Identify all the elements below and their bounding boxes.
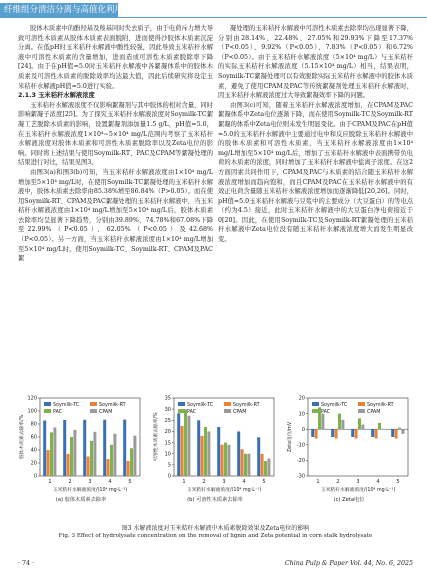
bar-cpam bbox=[73, 430, 76, 476]
bar-soymilk-rt bbox=[47, 450, 50, 476]
legend-label: Soymilk-TC bbox=[321, 402, 348, 408]
left-column bbox=[18, 24, 213, 264]
x-tick-label: 1 bbox=[316, 479, 320, 485]
x-axis-label: 玉米秸秆水解液浓度/(10⁴ mg·L⁻¹) bbox=[320, 488, 396, 493]
legend-label: PAC bbox=[187, 409, 197, 415]
bar-soymilk-rt bbox=[335, 429, 338, 438]
subcaption-c: (c) Zeta电位 bbox=[333, 497, 365, 503]
paragraph: 玉米秸秆水解液浓度不仅影响絮凝剂与其中胶体的相对含量，同时影响絮凝子浓度[25]。为了探究玉米秸秆水解液浓度对Soymilk-TC絮凝工艺脱除木质素的影响，设置絮凝剂添加量1.5 g/L，pH值=5.0，在玉米秸秆水解液浓度1×10⁴~5×10⁴ mg/L范围内考察了玉米秸秆水解液浓度对胶体木质素和可溶性木质素脱除率以及Zeta电位的影响。同时将上述结果与使用Soymilk-RT、PAC及CPAM等絮凝处理的结果进行对比，结果见图3。 bbox=[18, 101, 213, 167]
bar-soymilk-rt bbox=[127, 461, 130, 476]
header-rule bbox=[0, 17, 427, 18]
x-tick-label: 2 bbox=[202, 479, 206, 485]
legend-label: Soymilk-RT bbox=[367, 402, 394, 408]
x-tick-label: 3 bbox=[222, 479, 226, 485]
bar-soymilk-rt bbox=[241, 449, 244, 476]
bar-cpam bbox=[341, 420, 344, 429]
bar-pac bbox=[204, 427, 207, 476]
legend-swatch bbox=[44, 409, 51, 413]
bar-soymilk-tc bbox=[257, 437, 260, 476]
subcaption-b: (b) 可溶性木质素去除率 bbox=[187, 497, 243, 503]
figure-3 bbox=[18, 392, 413, 517]
right-column bbox=[218, 24, 413, 245]
bar-soymilk-tc bbox=[371, 429, 374, 437]
bar-soymilk-tc bbox=[237, 431, 240, 476]
bar-cpam bbox=[321, 414, 324, 430]
bar-soymilk-tc bbox=[217, 427, 220, 476]
chart-b bbox=[152, 392, 278, 496]
y-tick-label: 60 bbox=[30, 434, 37, 441]
legend-label: CPAM bbox=[367, 409, 381, 415]
y-tick-label: 0 bbox=[301, 426, 305, 433]
bar-cpam bbox=[227, 445, 230, 476]
bar-soymilk-rt bbox=[201, 436, 204, 476]
y-tick-label: 25 bbox=[164, 417, 171, 424]
bar-pac bbox=[130, 448, 133, 476]
legend-label: Soymilk-RT bbox=[99, 402, 126, 408]
y-tick-label: 40 bbox=[30, 447, 37, 454]
legend-label: PAC bbox=[53, 409, 63, 415]
legend-label: CPAM bbox=[233, 409, 247, 415]
bar-soymilk-tc bbox=[197, 420, 200, 476]
header-title: 纤维组分清洁分离与高值化利用 bbox=[4, 5, 124, 15]
bar-pac bbox=[224, 443, 227, 476]
bar-cpam bbox=[133, 436, 136, 476]
x-axis-label: 玉米秸秆水解液浓度/(10⁴ mg·L⁻¹) bbox=[186, 488, 262, 493]
bar-cpam bbox=[93, 432, 96, 476]
legend-swatch bbox=[178, 409, 185, 413]
x-tick-label: 1 bbox=[48, 479, 52, 485]
bar-soymilk-rt bbox=[67, 454, 70, 476]
x-tick-label: 4 bbox=[242, 479, 246, 485]
bar-soymilk-tc bbox=[177, 413, 180, 476]
bar-soymilk-tc bbox=[83, 420, 86, 476]
legend-swatch bbox=[44, 402, 51, 406]
bar-cpam bbox=[267, 459, 270, 476]
bar-pac bbox=[50, 432, 53, 476]
x-axis-label: 玉米秸秆水解液浓度/(10⁴ mg·L⁻¹) bbox=[52, 488, 128, 493]
bar-soymilk-tc bbox=[311, 429, 314, 437]
bar-cpam bbox=[53, 427, 56, 476]
bar-soymilk-rt bbox=[355, 429, 358, 438]
section-heading: 2.1.3 玉米秸秆水解液浓度 bbox=[18, 92, 95, 100]
bar-soymilk-rt bbox=[221, 445, 224, 476]
bar-soymilk-rt bbox=[375, 429, 378, 438]
legend-swatch bbox=[358, 402, 365, 406]
bar-soymilk-rt bbox=[181, 426, 184, 476]
bar-pac bbox=[264, 461, 267, 476]
x-tick-label: 2 bbox=[336, 479, 340, 485]
figure-caption-en: Fig. 3 Effect of hydrolysate concentration on the removal of lignin and Zeta potential in corn stalk hydrolysate bbox=[58, 533, 373, 539]
chart-panel-a bbox=[18, 392, 144, 502]
running-header bbox=[0, 0, 427, 22]
chart-panel-b bbox=[152, 392, 278, 502]
legend-label: CPAM bbox=[99, 409, 113, 415]
bar-pac bbox=[70, 437, 73, 476]
legend-swatch bbox=[178, 402, 185, 406]
y-tick-label: 120 bbox=[27, 395, 37, 402]
legend-swatch bbox=[312, 402, 319, 406]
legend-swatch bbox=[224, 402, 231, 406]
y-tick-label: -10 bbox=[296, 442, 305, 449]
bar-pac bbox=[338, 414, 341, 430]
y-tick-label: 10 bbox=[164, 451, 171, 458]
legend-label: PAC bbox=[321, 409, 331, 415]
x-tick-label: 3 bbox=[88, 479, 92, 485]
bar-pac bbox=[378, 423, 381, 429]
y-tick-label: 80 bbox=[30, 421, 37, 428]
bar-soymilk-rt bbox=[261, 454, 264, 476]
bar-cpam bbox=[113, 434, 116, 476]
chart-c bbox=[286, 392, 412, 496]
y-tick-label: 0 bbox=[33, 473, 37, 480]
y-tick-label: 10 bbox=[298, 411, 305, 418]
x-tick-label: 5 bbox=[262, 479, 266, 485]
paragraph: 胶体木质素中的酚羟基及羧基同时失去质子，由于电荷斥力增大导致可溶性木质素从胶体木质素表面脱附，进而使得沙胶体木质素沉淀分离。在低pH时玉米秸秆水解液中酸性较强，因此导致玉米秸秆水解液中可溶性木质素的含量增加，进而造成可溶性木质素脱除率下降[24]。由于在pH值=5.0时玉米秸秆水解液中各絮凝体系中的胶体木质素及可溶性木质素的脱除效率均达最大值，因此后续研究将设定玉米秸秆水解液pH值=5.0进行实验。 bbox=[18, 25, 213, 90]
bar-soymilk-tc bbox=[63, 420, 66, 476]
legend-label: Soymilk-RT bbox=[233, 402, 260, 408]
bar-soymilk-tc bbox=[331, 429, 334, 437]
bar-soymilk-tc bbox=[103, 420, 106, 476]
legend-swatch bbox=[312, 409, 319, 413]
bar-cpam bbox=[401, 429, 404, 434]
y-axis-label: 胶体木质素去除率/% bbox=[20, 414, 25, 460]
x-tick-label: 5 bbox=[396, 479, 400, 485]
y-axis-label: Zeta电位/mV bbox=[288, 421, 293, 453]
bar-soymilk-tc bbox=[391, 429, 394, 437]
bar-soymilk-rt bbox=[107, 459, 110, 476]
legend-swatch bbox=[90, 402, 97, 406]
bar-soymilk-tc bbox=[123, 420, 126, 476]
y-tick-label: 20 bbox=[298, 395, 305, 402]
y-tick-label: -20 bbox=[296, 458, 305, 465]
y-tick-label: 0 bbox=[167, 473, 171, 480]
legend-swatch bbox=[90, 409, 97, 413]
x-tick-label: 2 bbox=[68, 479, 72, 485]
x-tick-label: 4 bbox=[376, 479, 380, 485]
chart-panel-c bbox=[286, 392, 412, 502]
y-tick-label: 35 bbox=[164, 395, 171, 402]
subcaption-a: (a) 胶体木质素去除率 bbox=[55, 497, 107, 503]
x-tick-label: 4 bbox=[108, 479, 112, 485]
journal-info: China Pulp & Paper Vol. 44, No. 6, 2025 bbox=[284, 560, 413, 567]
legend-label: Soymilk-TC bbox=[53, 402, 80, 408]
bar-soymilk-rt bbox=[315, 429, 318, 438]
y-tick-label: 15 bbox=[164, 440, 171, 447]
bar-pac bbox=[244, 454, 247, 476]
page-number: · 74 · bbox=[18, 560, 35, 567]
bar-pac bbox=[398, 428, 401, 430]
bar-cpam bbox=[247, 454, 250, 476]
y-axis-label: 可溶性木质素去除率/% bbox=[154, 412, 159, 462]
bar-pac bbox=[110, 445, 113, 476]
paragraph: 由图3(a)和图3(b)可知，当玉米秸秆水解液浓度由1×10⁴ mg/L增加至5×10⁴ mg/L时，在使用Soymilk-TC絮凝处理的玉米秸秆水解液中，胶体木质素去除率由85.38%增至86.84%（P>0.05）。而在使用Soymilk-RT、CPAM及PAC絮凝处理的玉米秸秆水解液中，当玉米秸秆水解液浓度由1×10⁴ mg/L增加至5×10⁴ mg/L后，胶体木质素去除率均呈显著下降趋势，分别由39.89%、74.78%和67.08%下降至22.99%（P<0.05）、62.05%（P<0.05）及42.68%（P<0.05）。另一方面，当玉米秸秆水解液浓度由1×10⁴ mg/L增加至5×10⁴ mg/L时，使用Soymilk-TC、Soymilk-RT、CPAM及PAC絮 bbox=[18, 168, 213, 263]
y-tick-label: 20 bbox=[164, 429, 171, 436]
paragraph: 凝处理的玉米秸秆水解液中可溶性木质素去除率均出现显著下降，分别由28.14%、22.48%、27.05%和29.93%下降至17.37%（P<0.05）、9.92%（P<0.05）、7.83%（P<0.05）和6.72%（P<0.05）。由于玉米秸秆水解液浓度（5×10⁴ mg/L）与玉米秸秆的实际玉米秸秆水解液浓度（5.15×10⁴ mg/L）相当，结果表明，Soymilk-TC絮凝处理可以有效脱除实际玉米秸秆水解液中的胶体木质素，避免了使用CPAM及PAC等传统絮凝剂处理玉米秸秆水解液时，因玉米秸秆水解液浓度过大导致絮凝效率下降的问题。 bbox=[218, 25, 413, 100]
figure-caption-cn: 图3 水解液浓度对玉米秸秆水解液中木质素脱除效果及Zeta电位的影响 bbox=[121, 525, 310, 532]
bar-cpam bbox=[187, 416, 190, 476]
legend-swatch bbox=[358, 409, 365, 413]
bar-soymilk-tc bbox=[43, 421, 46, 476]
y-tick-label: 20 bbox=[30, 460, 37, 467]
bar-cpam bbox=[207, 431, 210, 476]
bar-soymilk-tc bbox=[351, 429, 354, 437]
x-tick-label: 3 bbox=[356, 479, 360, 485]
bar-soymilk-rt bbox=[87, 457, 90, 477]
paragraph: 由图3(c)可知，随着玉米秸秆水解液浓度增加，在CPAM及PAC絮凝体系中Zeta电位逐渐下降，而在使用Soymilk-TC及Soymilk-RT絮凝的体系中Zeta电位则未发生明显变化。由于CPAM及PAC在pH值=5.0的玉米秸秆水解液中主要通过电中和反应脱除玉米秸秆水解液中的胶体木质素和可溶性木质素，当玉米秸秆水解液浓度由1×10⁴ mg/L增加至5×10⁴ mg/L后，增加了玉米秸秆水解液中表面携带负电荷的木质素的浓度，同时增加了玉米秸秆水解液中盐离子浓度。在这2方面因素共同作用下，CPAM及PAC与木质素的结合随玉米秸秆水解液浓度增加而趋向饱和，而且CPAM及PAC在玉米秸秆水解液中的有效正电荷含量随玉米秸秆水解液浓度增加而逐渐降低[20,26]。同时，pH值=5.0玉米秸秆水解液与豆浆中的主要成分（大豆蛋白）的等电点（约为4.5）接近，此时玉米秸秆水解液中的大豆蛋白净电荷接近于0[20]。因此，在使用Soymilk-TC及Soymilk-RT絮凝处理的玉米秸秆水解液中Zeta电位没有随玉米秸秆水解液浓度增大而发生明显改变。 bbox=[218, 101, 413, 244]
x-tick-label: 1 bbox=[182, 479, 186, 485]
y-tick-label: 30 bbox=[164, 406, 171, 413]
bar-pac bbox=[90, 441, 93, 476]
chart-a bbox=[18, 392, 144, 496]
bar-soymilk-rt bbox=[395, 429, 398, 438]
bar-pac bbox=[358, 418, 361, 429]
y-tick-label: 100 bbox=[27, 408, 37, 415]
bar-pac bbox=[184, 409, 187, 476]
y-tick-label: -30 bbox=[296, 473, 305, 480]
bar-cpam bbox=[361, 425, 364, 430]
y-tick-label: 5 bbox=[167, 462, 171, 469]
legend-label: Soymilk-TC bbox=[187, 402, 214, 408]
x-tick-label: 5 bbox=[128, 479, 132, 485]
legend-swatch bbox=[224, 409, 231, 413]
